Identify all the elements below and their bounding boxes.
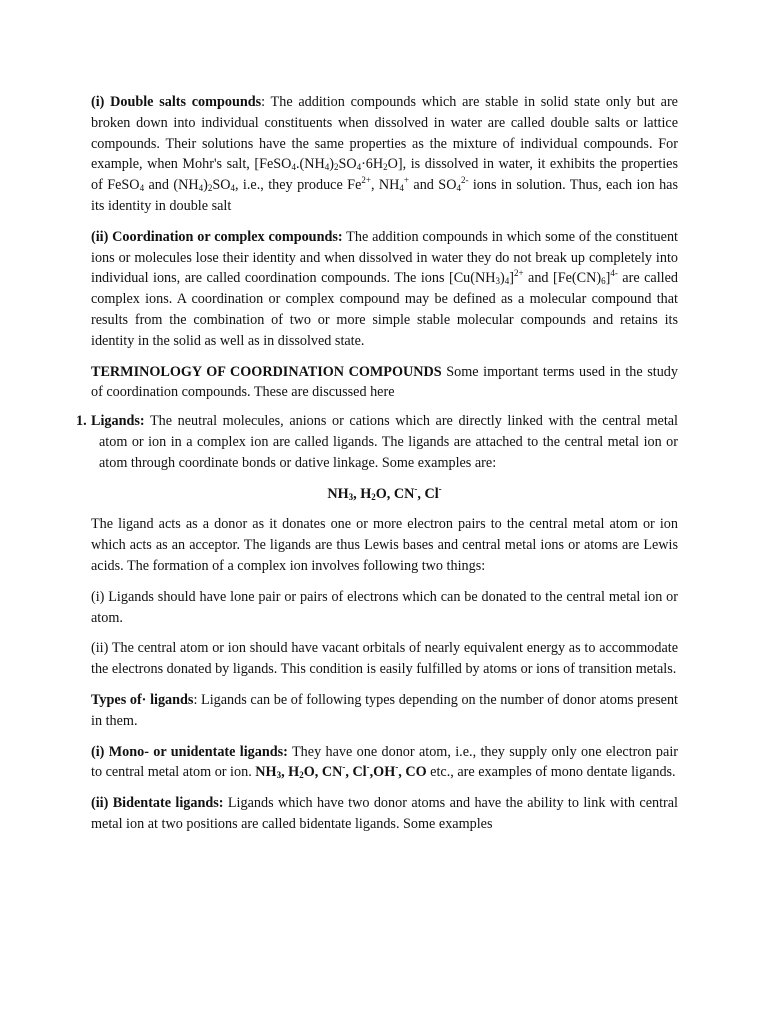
ligand-examples-line: $NH_3$, $H_2O$, CN-, Cl- — [327, 483, 442, 502]
paragraph-donor-acceptor: The ligand acts as a donor as it donates one or more electron pairs to the central metal atom or ion which acts as an acceptor. The ligands are thus Lewis bases and central metal ions or atoms are Lewis acids. The formation of a complex ion involves following two things: — [91, 516, 678, 574]
heading-monodentate: (i) Mono- or unidentate ligands: — [91, 743, 288, 760]
heading-bidentate: (ii) Bidentate ligands: — [91, 795, 224, 812]
heading-coordination-compounds: (ii) Coordination or complex compounds: — [91, 228, 343, 245]
paragraph-condition-2: (ii) The central atom or ion should have vacant orbitals of nearly equivalent energy as to accommodate the electrons donated by ligands. This condition is easily fulfilled by atoms or ions of transition metals. — [91, 640, 678, 678]
paragraph-condition-1: (i) Ligands should have lone pair or pairs of electrons which can be donated to the central metal ion or atom. — [91, 588, 678, 626]
paragraph-terminology: TERMINOLOGY OF COORDINATION COMPOUNDS Some important terms used in the study of coordination compounds. These are discussed here — [91, 363, 678, 401]
heading-terminology: TERMINOLOGY OF COORDINATION COMPOUNDS — [91, 363, 442, 380]
heading-double-salts: (i) Double salts compounds — [91, 94, 262, 110]
list-number: 1. — [76, 413, 87, 430]
heading-types-of-ligands: Types of· ligands — [91, 691, 194, 708]
paragraph-bidentate: (ii) Bidentate ligands: Ligands which have two donor atoms and have the ability to link with central metal ion at two positions are called bidentate ligands. Some examples — [91, 795, 678, 832]
paragraph-double-salts: (i) Double salts compounds: The addition compounds which are stable in solid state only but are broken down into individual constituents when dissolved in water are called double salts or lattice compounds. Their solutions have the same properties as the mixture of individual compounds. For example, when Mohr's salt, $[FeSO_4.(NH_4)_2SO_4\cdot 6H_2O]$, is dissolved in water, it exhibits the properties of FeSO$_4$ and $(NH_4)_2SO_4$, i.e., they produce $Fe^{2+}$, $NH_4^+$ and $SO_4^{2-}$ ions in solution. Thus, each ion has its identity in double salt — [91, 94, 678, 214]
paragraph-ligands: 1. Ligands: The neutral molecules, anions or cations which are directly linked with the central metal atom or ion in a complex ion are called ligands. The ligands are attached to the central metal ion or atom through coordinate bonds or dative linkage. Some examples are: — [76, 413, 678, 471]
paragraph-coordination-compounds: (ii) Coordination or complex compounds: The addition compounds in which some of the constituent ions or molecules lose their identity and when dissolved in water they do not break up completely into individual ions, are called coordination compounds. The ions $[Cu(NH_3)_4]^{2+}$ and $[Fe(CN)_6]^{4-}$ are called complex ions. A coordination or complex compound may be defined as a molecular compound that results from the combination of two or more simple stable molecular compounds and retains its identity in the solid as well as in dissolved state. — [91, 228, 678, 349]
paragraph-monodentate: (i) Mono- or unidentate ligands: They have one donor atom, i.e., they supply only one electron pair to central metal atom or ion. $NH_3$, $H_2O$, CN-, Cl-,OH-, CO etc., are examples of mono dentate ligands. — [91, 743, 678, 781]
heading-ligands: Ligands: — [91, 413, 145, 430]
paragraph-types-of-ligands: Types of· ligands: Ligands can be of following types depending on the number of donor atoms present in them. — [91, 691, 678, 729]
document-body — [76, 92, 678, 845]
